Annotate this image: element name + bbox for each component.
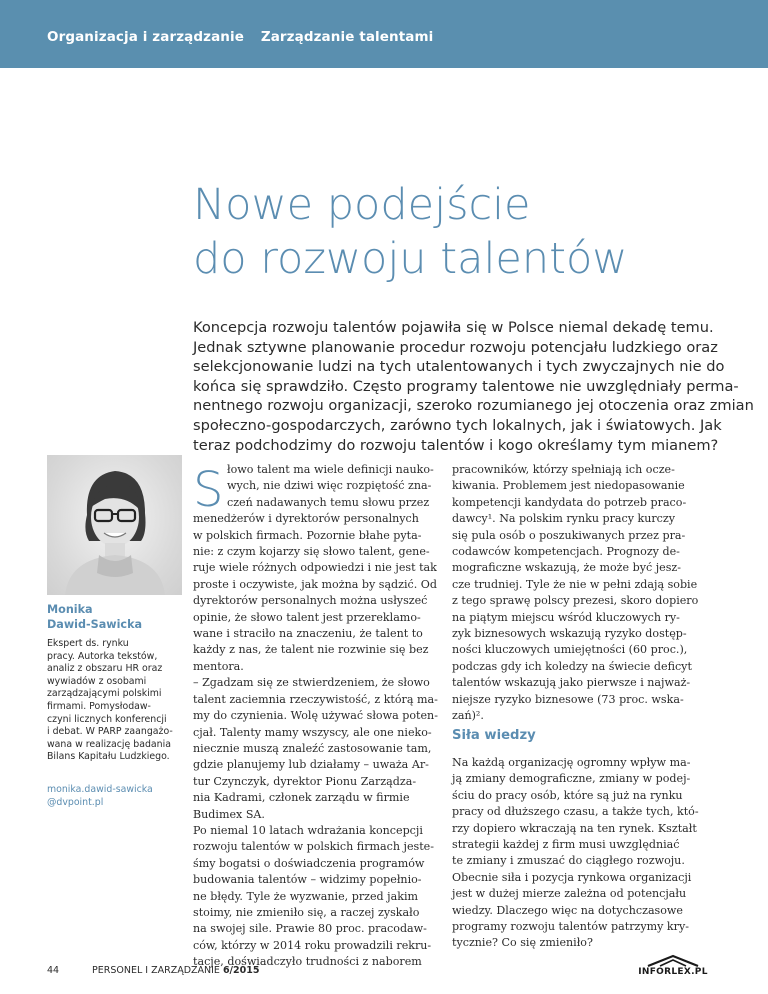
bio-line: Bilans Kapitału Ludzkiego.	[47, 751, 170, 763]
paragraph-line: pracowników, którzy spełniają ich ocze-	[452, 463, 675, 476]
paragraph-line: ności kluczowych umiejętności (60 proc.),	[452, 643, 688, 657]
author-name-line: Monika	[47, 603, 93, 616]
section-heading: Siła wiedzy	[452, 728, 536, 743]
author-bio	[47, 638, 187, 764]
bio-line: zarządzającymi polskimi	[47, 688, 162, 700]
paragraph-line: ne błędy. Tyle że wyzwanie, przed jakim	[193, 889, 419, 903]
paragraph-line: wiedzy. Dlaczego więc na dotychczasowe	[452, 903, 683, 917]
paragraph-line: Na każdą organizację ogromny wpływ ma-	[452, 756, 691, 769]
paragraph-line: śmy bogatsi o doświadczenia programów	[193, 856, 425, 870]
article-column-2-continued	[452, 755, 699, 952]
paragraph-line: opinie, że słowo talent jest przereklamo-	[193, 610, 421, 624]
paragraph-line: stoimy, nie zmieniło się, a raczej zyskało	[193, 905, 420, 919]
paragraph-line: cjał. Talenty mamy wszyscy, ale one nieko-	[193, 725, 432, 739]
paragraph-line: ców, którzy w 2014 roku prowadzili rekru-	[193, 938, 432, 952]
paragraph-line: codawców kompetencjach. Prognozy de-	[452, 545, 680, 559]
paragraph-line: tacje, doświadczyło trudności z naborem	[193, 955, 422, 969]
author-contact	[47, 783, 187, 809]
publisher-logo-mark	[628, 954, 718, 968]
lead-line: Jednak sztywne planowanie procedur rozwoju potencjału ludzkiego oraz	[193, 338, 718, 356]
paragraph-line: w polskich firmach. Pozornie błahe pyta-	[193, 528, 422, 542]
paragraph-line: ruje wiele różnych odpowiedzi i nie jest tak	[193, 561, 437, 575]
paragraph-line: na piątym miejscu wśród kluczowych ry-	[452, 610, 680, 624]
header-bar	[0, 0, 768, 68]
author-email[interactable]: monika.dawid-sawicka	[47, 784, 153, 795]
paragraph-line: te zmiany i zmuszać do ciągłego rozwoju.	[452, 854, 685, 868]
paragraph-line: Budimex SA.	[193, 807, 265, 821]
magazine-issue: 6/2015	[222, 965, 260, 976]
lead-line: Koncepcja rozwoju talentów pojawiła się w Polsce niemal dekadę temu.	[193, 319, 714, 336]
paragraph-line: kiwania. Problemem jest niedopasowanie	[452, 479, 685, 493]
paragraph-line: budowania talentów – widzimy popełnio-	[193, 873, 422, 887]
paragraph-line: tur Czynczyk, dyrektor Pionu Zarządza-	[193, 774, 417, 788]
author-photo	[47, 455, 182, 595]
paragraph-line: mograficzne wskazują, że może być jesz-	[452, 561, 682, 575]
article-column-1	[193, 462, 438, 971]
paragraph-line: niecznie muszą znaleźć zastosowanie tam,	[193, 741, 432, 755]
bio-line: Ekspert ds. rynku	[47, 638, 129, 649]
lead-line: selekcjonowanie ludzi na tych utalentowanych i tych zwyczajnych nie do	[193, 358, 725, 376]
paragraph-line: nia Kadrami, członek zarządu w firmie	[193, 791, 410, 805]
author-name	[47, 602, 182, 632]
paragraph-line: programy rozwoju talentów patrzymy kry-	[452, 920, 689, 934]
magazine-name	[92, 965, 259, 976]
lead-line: końca się sprawdziło. Często programy talentowe nie uwzględniały perma-	[193, 377, 739, 395]
paragraph-line: na swojej sile. Prawie 80 proc. pracodaw-	[193, 922, 427, 936]
lead-line: społeczno-gospodarczych, zarówno tych lokalnych, jak i światowych. Jak	[193, 416, 722, 434]
paragraph-line: czeń nadawanych temu słowu przez	[227, 495, 430, 509]
paragraph-line: pracy od dłuższego czasu, a także tych, któ-	[452, 805, 699, 819]
paragraph-line: dyrektorów personalnych można usłyszeć	[193, 594, 428, 608]
paragraph-line: Obecnie siła i pozycja rynkowa organizacji	[452, 870, 692, 884]
magazine-title: PERSONEL I ZARZĄDZANIE	[92, 965, 220, 976]
paragraph-line: ściu do pracy osób, które są już na rynku	[452, 788, 683, 802]
paragraph-line: ją zmiany demograficzne, zmiany w podej-	[452, 772, 691, 786]
paragraph-line: – Zgadzam się ze stwierdzeniem, że słowo	[193, 676, 430, 690]
bio-line: i debat. W PARP zaangażo-	[47, 726, 173, 738]
paragraph-line: tycznie? Co się zmieniło?	[452, 936, 593, 950]
paragraph-line: niejsze ryzyko biznesowe (73 proc. wska-	[452, 692, 684, 706]
paragraph-line: rozwoju talentów w polskich firmach jeste-	[193, 840, 434, 854]
publisher-logo	[628, 953, 718, 981]
publisher-logo-text: INFORLEX.PL	[638, 967, 708, 977]
paragraph-line: my do czynienia. Wolę używać słowa poten-	[193, 709, 438, 723]
paragraph-line: z tego sprawę polscy prezesi, skoro dopiero	[452, 594, 699, 608]
paragraph-line: zyk biznesowych wskazują ryzyko dostęp-	[452, 627, 687, 641]
paragraph-line: jest w dużej mierze zależna od potencjału	[452, 887, 687, 901]
title-line: Nowe podejście	[193, 180, 531, 230]
paragraph-line: talent zaciemnia rzeczywistość, z którą ma-	[193, 692, 438, 706]
article-title	[193, 178, 733, 286]
breadcrumb	[47, 29, 433, 45]
bio-line: wana w realizację badania	[47, 738, 171, 750]
author-photo-image	[47, 455, 182, 595]
title-line: do rozwoju talentów	[193, 234, 628, 284]
paragraph-line: zań)².	[452, 709, 484, 723]
author-name-line: Dawid-Sawicka	[47, 618, 143, 631]
breadcrumb-subsection: Zarządzanie talentami	[260, 29, 434, 45]
bio-line: analiz z obszaru HR oraz	[47, 663, 163, 675]
paragraph-line: talentów wskazują jako pierwsze i najważ-	[452, 676, 691, 690]
paragraph-line: nie: z czym kojarzy się słowo talent, gene-	[193, 545, 430, 559]
page-number: 44	[47, 965, 60, 976]
bio-line: firmami. Pomysłodaw-	[47, 700, 151, 712]
paragraph-line: dawcy¹. Na polskim rynku pracy kurczy	[452, 512, 676, 526]
bio-line: wywiadów z osobami	[47, 675, 147, 687]
paragraph-line: każdy z nas, że talent nie rozwinie się bez	[193, 643, 429, 657]
paragraph-line: łowo talent ma wiele definicji nauko-	[227, 463, 434, 476]
paragraph-line: podczas gdy ich koledzy na świecie deficyt	[452, 659, 692, 673]
article-column-2	[452, 462, 699, 725]
paragraph-line: gdzie planujemy lub działamy – uważa Ar-	[193, 758, 429, 772]
article-lead	[193, 318, 754, 455]
paragraph-line: kompetencji kandydata do potrzeb praco-	[452, 495, 687, 509]
paragraph-line: strategii każdej z firm musi uwzględniać	[452, 838, 680, 852]
paragraph-line: mentora.	[193, 659, 244, 673]
lead-line: teraz podchodzimy do rozwoju talentów i kogo określamy tym mianem?	[193, 436, 719, 454]
paragraph-line: menedżerów i dyrektorów personalnych	[193, 512, 419, 526]
paragraph-line: cze trudniej. Tyle że nie w pełni zdają sobie	[452, 577, 698, 591]
paragraph-line: rzy dopiero wkraczają na ten rynek. Kształt	[452, 821, 697, 835]
dropcap: S	[193, 462, 224, 518]
author-handle[interactable]: @dvpoint.pl	[47, 797, 104, 808]
bio-line: czyni licznych konferencji	[47, 713, 167, 725]
paragraph-line: wane i straciło na znaczeniu, że talent to	[193, 627, 423, 641]
breadcrumb-section: Organizacja i zarządzanie	[47, 29, 244, 45]
bio-line: pracy. Autorka tekstów,	[47, 650, 158, 662]
lead-line: nentnego rozwoju organizacji, szeroko rozumianego jej otoczenia oraz zmian	[193, 397, 754, 415]
paragraph-line: wych, nie dziwi więc rozpiętość zna-	[227, 479, 432, 493]
paragraph-line: Po niemal 10 latach wdrażania koncepcji	[193, 823, 423, 837]
paragraph-line: proste i oczywiste, jak można by sądzić. Od	[193, 577, 438, 591]
paragraph-line: się pula osób o poszukiwanych przez pra-	[452, 528, 686, 542]
